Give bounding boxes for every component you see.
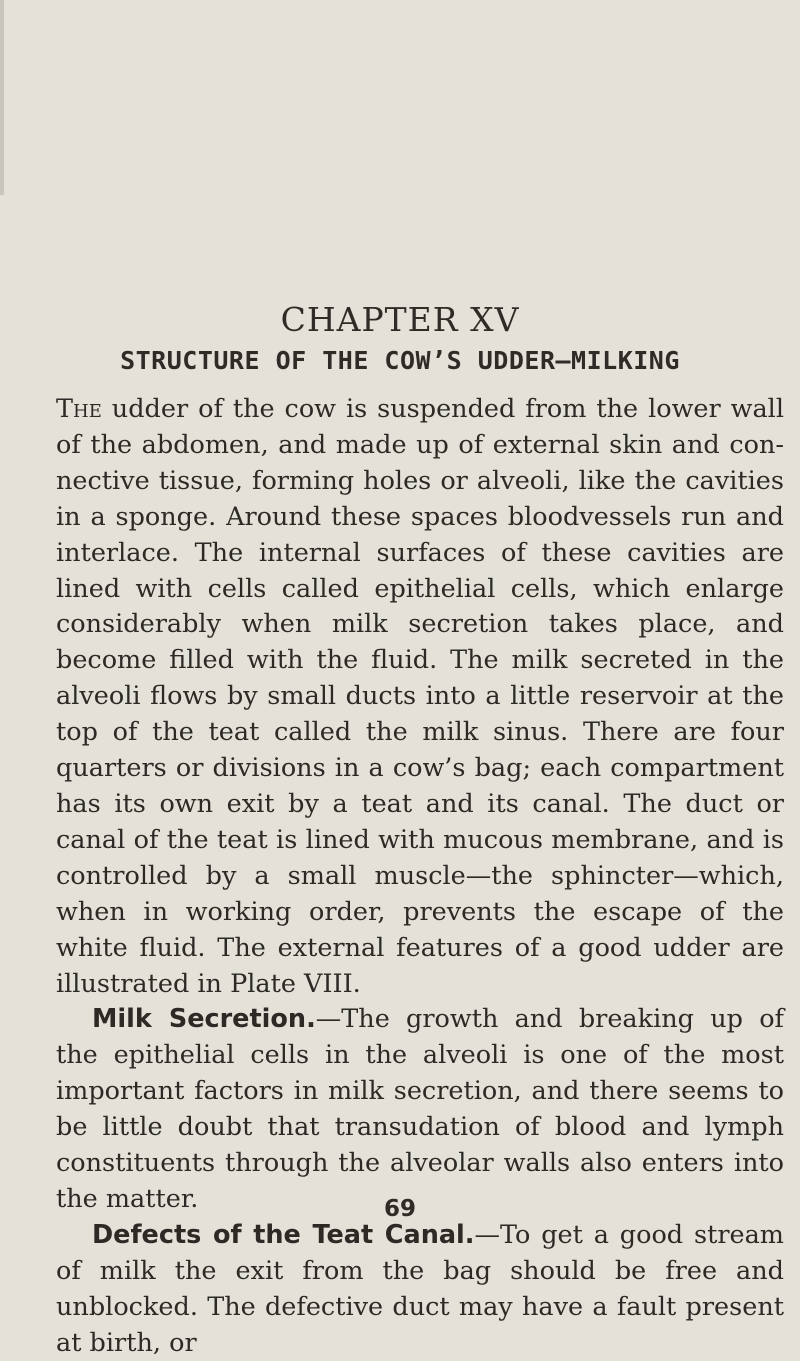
paragraph-udder-structure (56, 392, 784, 1002)
section-heading-milk-secretion: Milk Secretion. (92, 1004, 316, 1035)
chapter-title: STRUCTURE OF THE COW’S UDDER—MILKING (120, 346, 680, 375)
paragraph-lead-in: The (56, 394, 102, 424)
chapter-number: CHAPTER XV (280, 300, 520, 339)
paragraph-text: —To get a good stream of milk the exit from the bag should be free and unblocked. The defective duct may have a fault present at birth, or (56, 1219, 784, 1358)
paragraph-text: —The growth and breaking up of the epithelial cells in the alveoli is one of the most important factors in milk secretion, and there seems to be little doubt that transudation of blood and lymph constituents through the alveolar walls also enters into the matter. (56, 1004, 784, 1214)
section-heading-teat-canal: Defects of the Teat Canal. (92, 1219, 475, 1250)
paragraph-text: udder of the cow is suspended from the lower wall of the abdomen, and made up of external skin and con-nective tissue, forming holes or alveoli, like the cavities in a sponge. Around these spaces bloodvessels run and interlace. The internal surfaces of these cavities are lined with cells called epithelial cells, which enlarge considerably when milk secretion takes place, and become filled with the fluid. The milk secreted in the alveoli flows by small ducts into a little reservoir at the top of the teat called the milk sinus. There are four quarters or divisions in a cow’s bag; each compartment has its own exit by a teat and its canal. The duct or canal of the teat is lined with mucous membrane, and is controlled by a small muscle—the sphincter—which, when in working order, prevents the escape of the white fluid. The external features of a good udder are illustrated in Plate VIII. (56, 394, 784, 999)
page-edge-shadow (0, 0, 4, 195)
paragraph-milk-secretion (56, 1002, 784, 1217)
page-number: 69 (383, 1196, 416, 1222)
paragraph-teat-canal-defects (56, 1218, 784, 1361)
